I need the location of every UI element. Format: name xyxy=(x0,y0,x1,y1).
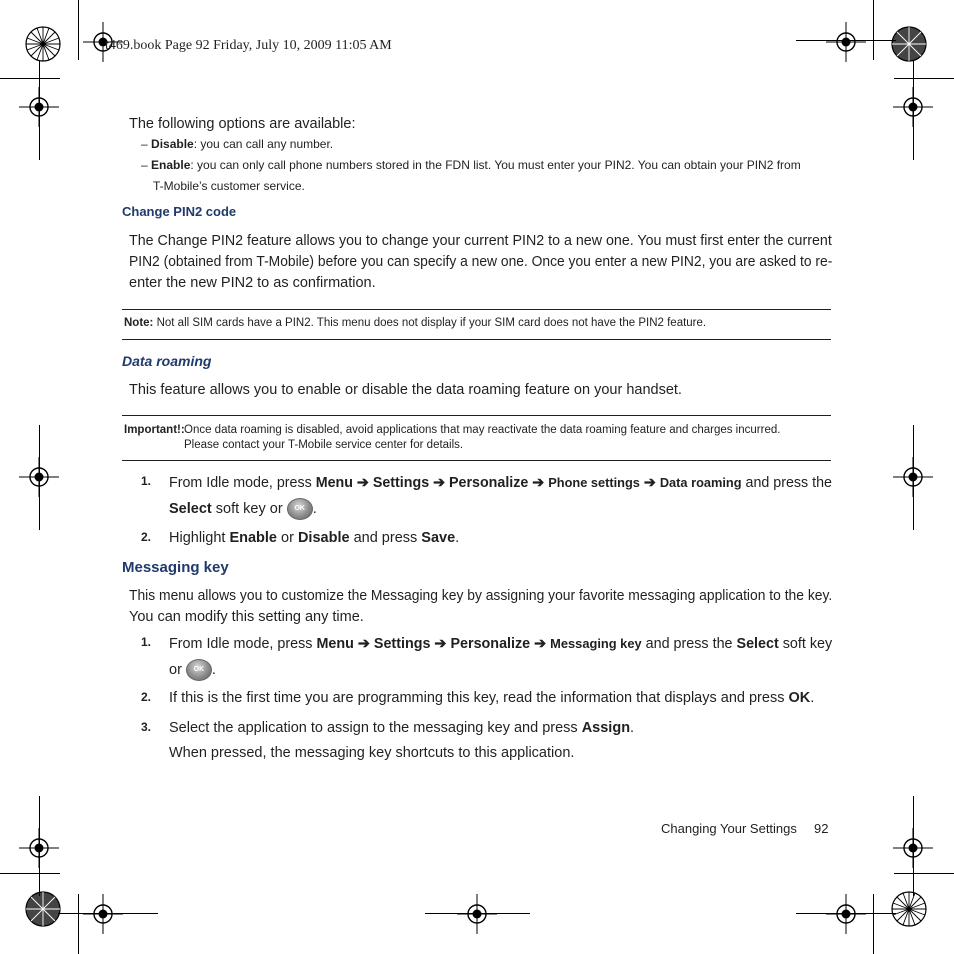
important-text: Please contact your T-Mobile service center for details. xyxy=(184,439,464,451)
menu-label: Menu xyxy=(315,475,353,491)
step-text-part: soft key or xyxy=(211,500,287,517)
option-disable xyxy=(141,134,333,155)
paragraph-line: enter the new PIN2 to as confirmation. xyxy=(129,275,376,291)
step-text xyxy=(169,498,317,520)
step-text xyxy=(169,472,832,494)
crosshair-mark-icon xyxy=(826,894,866,934)
important-top-rule xyxy=(122,415,831,416)
option-dash: – xyxy=(141,158,148,172)
page-number: 92 xyxy=(814,821,829,836)
paragraph-line: PIN2 (obtained from T-Mobile) before you can specify a new one. Once you enter a new PIN2, you are asked to re- xyxy=(129,254,833,270)
note-box xyxy=(124,314,706,332)
step-text-part: If this is the first time you are programming this key, read the information that displays and press xyxy=(169,690,789,706)
step-text-part: From Idle mode, press xyxy=(169,475,316,491)
option-label: Enable xyxy=(151,158,191,172)
trim-line xyxy=(39,425,40,530)
crosshair-mark-icon xyxy=(83,894,123,934)
ok-label: OK xyxy=(788,690,811,706)
trim-line xyxy=(0,78,60,79)
period: . xyxy=(455,530,460,546)
messaging-key-label: Messaging key xyxy=(550,636,642,651)
step-text-part: and press the xyxy=(641,636,737,652)
note-label: Note: xyxy=(124,317,154,329)
step-text xyxy=(169,718,634,739)
trim-line xyxy=(894,78,954,79)
period: . xyxy=(312,500,317,517)
step-text-part: From Idle mode, press xyxy=(169,636,317,652)
trim-line xyxy=(39,796,40,896)
trim-line xyxy=(78,894,79,954)
note-top-rule xyxy=(122,309,831,310)
crosshair-mark-icon xyxy=(826,22,866,62)
crosshair-mark-icon xyxy=(457,894,497,934)
step-number: 2. xyxy=(141,530,152,544)
step-text-part: Highlight xyxy=(169,530,230,546)
assign-label: Assign xyxy=(581,720,631,736)
footer-section-title: Changing Your Settings xyxy=(661,821,797,836)
arrow-icon: ➔ xyxy=(429,475,450,491)
starburst-mark-icon xyxy=(24,25,62,63)
starburst-mark-icon xyxy=(890,890,928,928)
settings-label: Settings xyxy=(372,475,430,491)
important-bottom-rule xyxy=(122,460,831,461)
intro-text: The following options are available: xyxy=(129,116,356,132)
trim-line xyxy=(39,60,40,160)
trim-line xyxy=(913,425,914,530)
step-text xyxy=(169,659,216,681)
step-text xyxy=(169,688,814,709)
enable-label: Enable xyxy=(229,530,277,546)
paragraph-line: The Change PIN2 feature allows you to change your current PIN2 to a new one. You must first enter the current xyxy=(129,233,832,249)
section-heading: Change PIN2 code xyxy=(122,204,237,219)
trim-line xyxy=(873,894,874,954)
trim-line xyxy=(78,0,79,60)
arrow-icon: ➔ xyxy=(430,636,451,652)
trim-line xyxy=(913,796,914,896)
trim-line xyxy=(796,40,896,41)
option-label: Disable xyxy=(151,137,194,151)
book-header: t469.book Page 92 Friday, July 10, 2009 11:05 AM xyxy=(105,38,392,53)
menu-label: Menu xyxy=(316,636,354,652)
important-text: Once data roaming is disabled, avoid applications that may reactivate the data roaming feature and charges incurred. xyxy=(184,424,781,436)
step-text-part: and press xyxy=(349,530,422,546)
trim-line xyxy=(58,913,158,914)
personalize-label: Personalize xyxy=(449,475,529,491)
option-text: : you can only call phone numbers stored in the FDN list. You must enter your PIN2. You can obtain your PIN2 from xyxy=(190,158,801,172)
option-text: : you can call any number. xyxy=(193,137,334,151)
trim-line xyxy=(425,913,530,914)
section-heading: Messaging key xyxy=(122,559,229,576)
select-label: Select xyxy=(736,636,779,652)
ok-key-icon: OK xyxy=(186,659,212,681)
period: . xyxy=(810,690,815,706)
starburst-mark-icon xyxy=(890,25,928,63)
data-roaming-label: Data roaming xyxy=(659,475,742,490)
select-label: Select xyxy=(169,500,212,517)
paragraph-line: This feature allows you to enable or disable the data roaming feature on your handset. xyxy=(129,382,682,398)
paragraph-line: This menu allows you to customize the Messaging key by assigning your favorite messaging application to the key. xyxy=(129,588,833,604)
note-bottom-rule xyxy=(122,339,831,340)
step-text-part: soft key xyxy=(778,636,833,652)
note-text: Not all SIM cards have a PIN2. This menu does not display if your SIM card does not have the PIN2 feature. xyxy=(153,317,707,329)
option-enable-cont: T-Mobile’s customer service. xyxy=(153,179,305,193)
option-dash: – xyxy=(141,137,148,151)
important-label: Important!: xyxy=(124,424,185,436)
arrow-icon: ➔ xyxy=(639,475,660,491)
paragraph-line: You can modify this setting any time. xyxy=(129,609,364,625)
period: . xyxy=(211,661,216,678)
trim-line xyxy=(894,873,954,874)
disable-label: Disable xyxy=(297,530,350,546)
step-text-part: or xyxy=(277,530,298,546)
arrow-icon: ➔ xyxy=(353,636,374,652)
step-number: 1. xyxy=(141,474,152,488)
personalize-label: Personalize xyxy=(450,636,531,652)
step-text-part: or xyxy=(169,661,186,678)
arrow-icon: ➔ xyxy=(352,475,373,491)
step-text-part: Select the application to assign to the messaging key and press xyxy=(169,720,582,736)
section-heading: Data roaming xyxy=(122,353,212,369)
option-enable xyxy=(141,155,801,176)
arrow-icon: ➔ xyxy=(530,636,551,652)
period: . xyxy=(630,720,635,736)
trim-line xyxy=(873,0,874,60)
arrow-icon: ➔ xyxy=(528,475,549,491)
step-number: 3. xyxy=(141,720,152,734)
step-text: When pressed, the messaging key shortcuts to this application. xyxy=(169,745,575,761)
step-number: 2. xyxy=(141,690,152,704)
trim-line xyxy=(796,913,896,914)
step-text xyxy=(169,633,832,655)
starburst-mark-icon xyxy=(24,890,62,928)
trim-line xyxy=(0,873,60,874)
trim-line xyxy=(913,60,914,160)
ok-key-icon: OK xyxy=(287,498,313,520)
step-text xyxy=(169,528,459,549)
step-number: 1. xyxy=(141,635,152,649)
settings-label: Settings xyxy=(373,636,431,652)
step-text-part: and press the xyxy=(741,475,833,491)
save-label: Save xyxy=(421,530,456,546)
phone-settings-label: Phone settings xyxy=(548,475,640,490)
